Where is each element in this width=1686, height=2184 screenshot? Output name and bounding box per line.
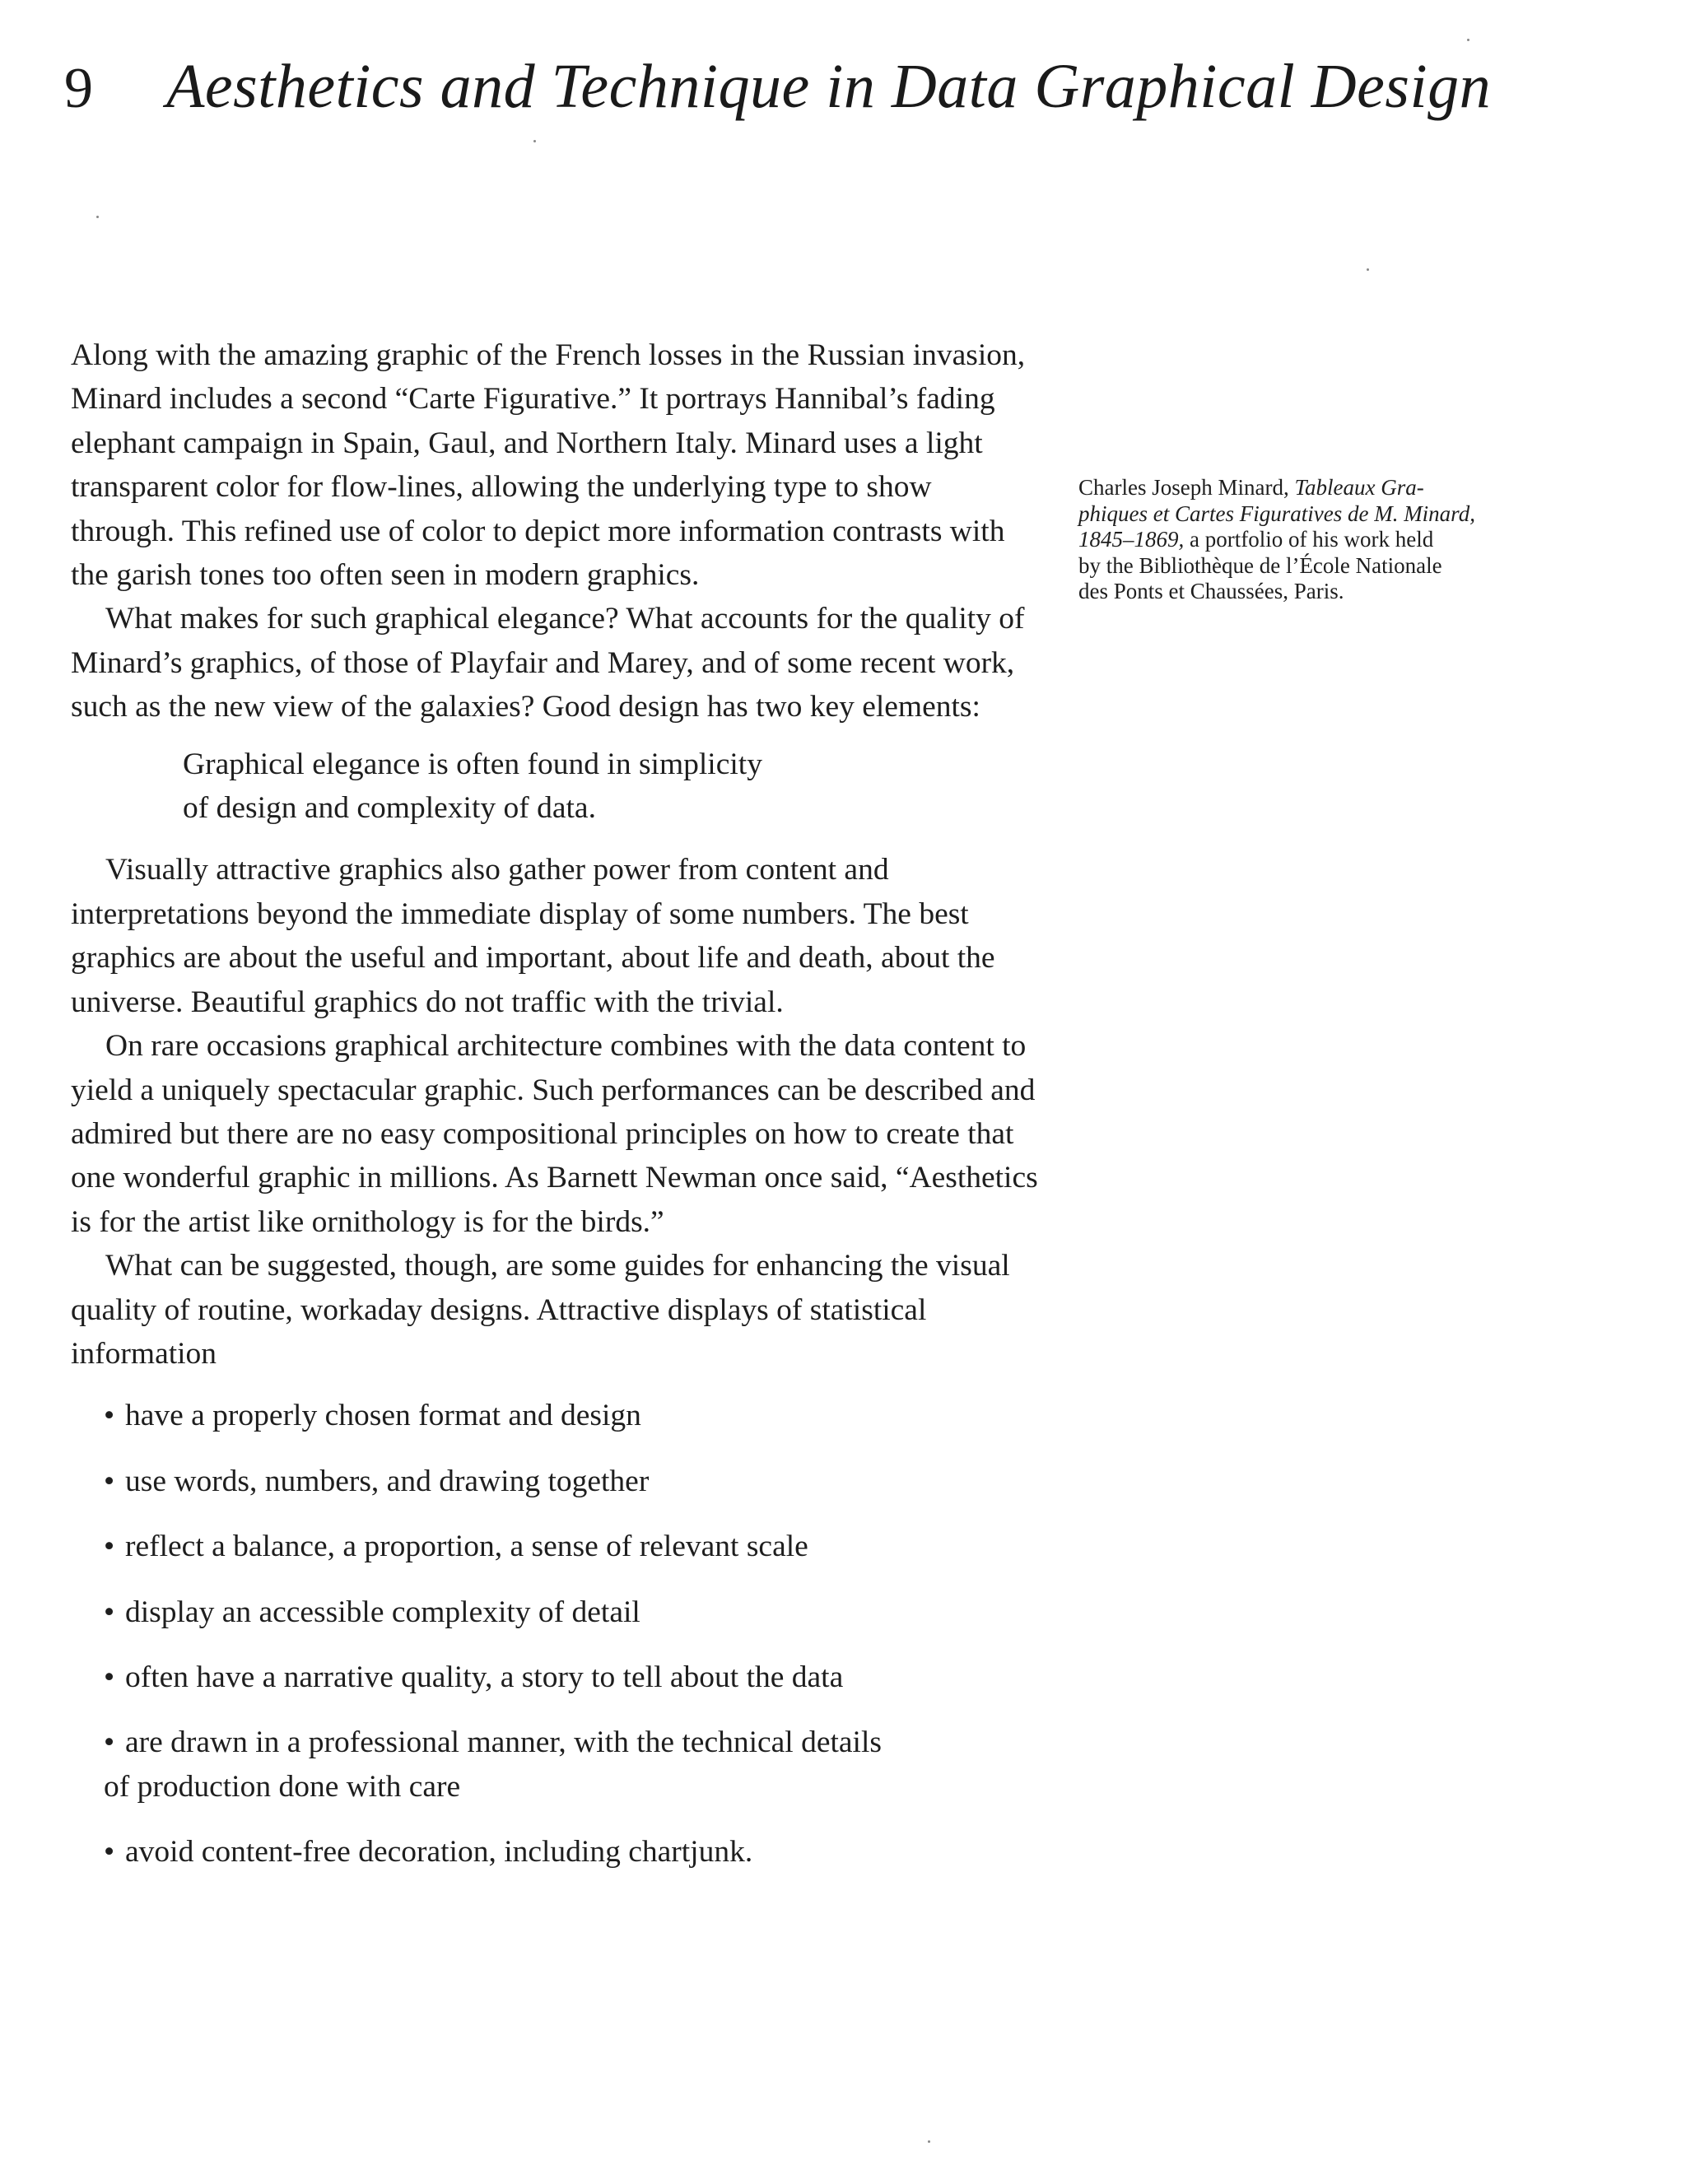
bullet-marker: • — [104, 1464, 115, 1498]
paragraph-5: What can be suggested, though, are some guides for enhancing the visual quality of routine, workaday designs. Attractive displays of statistical information — [71, 1249, 1010, 1371]
quote-line-1: Graphical elegance is often found in simplicity — [183, 747, 762, 781]
list-item-text: reflect a balance, a proportion, a sense of relevant scale — [125, 1530, 808, 1564]
bullet-marker: • — [104, 1399, 115, 1433]
list-item — [104, 1655, 1038, 1699]
scan-speck — [1367, 268, 1369, 271]
list-item — [104, 1721, 1038, 1809]
list-item-text: are drawn in a professional manner, with the technical details — [125, 1725, 882, 1760]
chapter-title: Aesthetics and Technique in Data Graphical Design — [166, 52, 1492, 121]
note-text-1: a portfolio of his work held — [1190, 527, 1434, 552]
note-title-part-2: phiques et Cartes Figuratives de M. Minard, — [1078, 501, 1475, 526]
scan-speck — [1467, 39, 1469, 41]
page-header — [59, 49, 1623, 132]
note-author: Charles Joseph Minard, — [1078, 475, 1289, 500]
block-quote — [183, 743, 1038, 831]
margin-note — [1078, 475, 1556, 605]
list-item-text: often have a narrative quality, a story to tell about the data — [125, 1660, 844, 1694]
bullet-marker: • — [104, 1595, 115, 1629]
note-text-3: des Ponts et Chaussées, Paris. — [1078, 579, 1344, 603]
quote-line-2: of design and complexity of data. — [183, 791, 596, 826]
scan-speck — [96, 216, 99, 218]
scan-speck — [533, 140, 536, 142]
paragraph-1: Along with the amazing graphic of the French losses in the Russian invasion, Minard includes a second “Carte Figurative.” It portrays Hannibal’s fading elephant campaign in Spain, Gaul, and Northern Italy. Minard uses a light transparent color for flow-lines, allowing the underlying type to show through. This refined use of color to depict more information contrasts with the garish tones too often seen in modern graphics. — [71, 338, 1026, 593]
note-text-2: by the Bibliothèque de l’École Nationale — [1078, 552, 1442, 578]
list-item — [104, 1394, 1038, 1437]
list-item — [104, 1460, 1038, 1503]
scan-speck — [928, 2140, 930, 2143]
bullet-marker: • — [104, 1725, 115, 1760]
main-text-column — [71, 333, 1038, 1896]
bullet-list — [104, 1394, 1038, 1874]
paragraph-4: On rare occasions graphical architecture combines with the data content to yield a uniquely spectacular graphic. Such performances can be described and admired but there are no easy compositional principles on how to create that one wonderful graphic in millions. As Barnett Newman once said, “Aesthetics is for the artist like ornithology is for the birds.” — [71, 1029, 1038, 1239]
note-title-part-1: Tableaux Gra- — [1294, 475, 1424, 500]
chapter-number: 9 — [64, 57, 93, 120]
paragraph-2: What makes for such graphical elegance? What accounts for the quality of Minard’s graphics, of those of Playfair and Marey, and of some recent work, such as the new view of the galaxies? Good design has two key elements: — [71, 602, 1025, 724]
list-item-text: display an accessible complexity of detail — [125, 1595, 640, 1629]
paragraph-3: Visually attractive graphics also gather power from content and interpretations beyond the immediate display of some numbers. The best graphics are about the useful and important, about life and death, about the universe. Beautiful graphics do not traffic with the trivial. — [71, 853, 995, 1019]
list-item — [104, 1830, 1038, 1874]
note-dates: 1845–1869, — [1078, 527, 1185, 552]
list-item — [104, 1525, 1038, 1568]
bullet-marker: • — [104, 1660, 115, 1694]
list-item-text: avoid content-free decoration, including chartjunk. — [125, 1835, 753, 1870]
bullet-marker: • — [104, 1835, 115, 1870]
list-item — [104, 1590, 1038, 1634]
bullet-marker: • — [104, 1530, 115, 1564]
list-item-text: have a properly chosen format and design — [125, 1399, 641, 1433]
list-item-continuation: of production done with care — [104, 1769, 461, 1804]
list-item-text: use words, numbers, and drawing together — [125, 1464, 650, 1498]
